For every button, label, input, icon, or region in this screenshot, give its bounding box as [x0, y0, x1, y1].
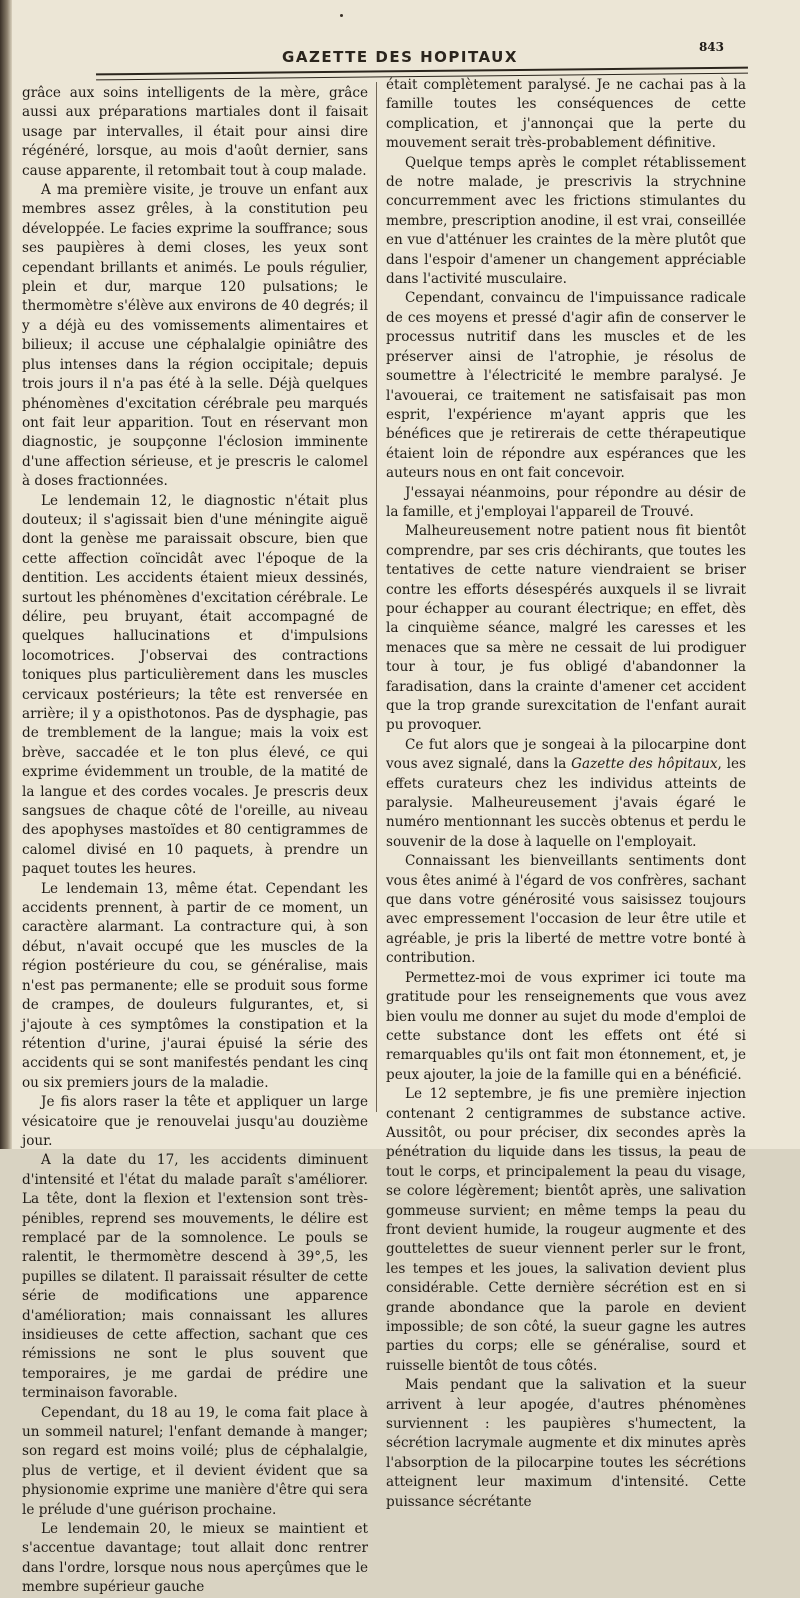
- print-speck: [340, 14, 343, 17]
- paragraph: Le lendemain 12, le diagnostic n'était plus douteux; il s'agissait bien d'une méningite aiguë dont la genèse me paraissait obscure, bien que cette affection coïncidât avec l'époque de la dentition. Les accidents étaient mieux dessinés, surtout les phénomènes d'excitation cérébrale. Le délire, peu bruyant, était accompagné de quelques hallucinations et d'impulsions locomotrices. J'observai des contractions toniques plus particulièrement dans les muscles cervicaux postérieurs; la tête est renversée en arrière; il y a opisthotonos. Pas de dysphagie, pas de tremblement de la langue; mais la voix est brève, saccadée et le ton plus élevé, ce qui exprime évidemment un trouble, de la matité de la langue et des cordes vocales. Je prescris deux sangsues de chaque côté de l'oreille, au niveau des apophyses mastoïdes et 80 centigrammes de calomel divisé en 10 paquets, à prendre un paquet toutes les heures.: [22, 492, 368, 878]
- paragraph: était complètement paralysé. Je ne cachai pas à la famille toutes les conséquences de cette complication, et j'annonçai que la perte du mouvement serait très-probablement définitive.: [386, 77, 746, 152]
- paragraph: Cependant, du 18 au 19, le coma fait place à un sommeil naturel; l'enfant demande à manger; son regard est moins voilé; plus de céphalalgie, plus de vertige, et il devient évident que sa physionomie exprime une manière d'être qui sera le prélude d'une guérison prochaine.: [22, 1404, 368, 1518]
- paragraph: A ma première visite, je trouve un enfant aux membres assez grêles, à la constitution peu développée. Le facies exprime la souffrance; sous ses paupières à demi closes, les yeux sont cependant brillants et animés. Le pouls régulier, plein et dur, marque 120 pulsations; le thermomètre s'élève aux environs de 40 degrés; il y a déjà eu des vomissements alimentaires et bilieux; il accuse une céphalalgie opiniâtre des plus intenses dans la région occipitale; depuis trois jours il n'a pas été à la selle. Déjà quelques phénomènes d'excitation cérébrale peu marqués ont fait leur apparition. Tout en réservant mon diagnostic, je soupçonne l'éclosion imminente d'une affection sérieuse, et je prescris le calomel à doses fractionnées.: [22, 182, 368, 490]
- column-separator: [376, 82, 377, 1112]
- paragraph: Connaissant les bienveillants sentiments dont vous êtes animé à l'égard de vos confrères, sachant que dans votre générosité vous saisissez toujours avec empressement l'occasion de leur être utile et agréable, je pris la liberté de mettre votre bonté à contribution.: [386, 853, 746, 967]
- paragraph: Quelque temps après le complet rétablissement de notre malade, je prescrivis la strychnine concurremment avec les frictions stimulantes du membre, prescription anodine, il est vrai, conseillée en vue d'atténuer les craintes de la mère plutôt que dans l'espoir d'amener un changement appréciable dans l'activité musculaire.: [386, 154, 746, 288]
- right-column: [386, 76, 746, 1512]
- paragraph: Ce fut alors que je songeai à la pilocarpine dont vous avez signalé, dans la Gazette des hôpitaux, les effets curateurs chez les individus atteints de paralysie. Malheureusement j'avais égaré le numéro mentionnant les succès obtenus et perdu le souvenir de la dose à laquelle on l'employait.: [386, 736, 747, 850]
- paragraph: Le lendemain 20, le mieux se maintient et s'accentue davantage; tout allait donc rentrer dans l'ordre, lorsque nous nous aperçûmes que le membre supérieur gauche: [22, 1521, 368, 1596]
- paragraph: Le lendemain 13, même état. Cependant les accidents prennent, à partir de ce moment, un caractère alarmant. La contracture qui, à son début, n'avait occupé que les muscles de la région postérieure du cou, se généralise, mais n'est pas permanente; elle se produit sous forme de crampes, de douleurs fulgurantes, et, si j'ajoute à ces symptômes la constipation et la rétention d'urine, j'aurai épuisé la série des accidents qui se sont manifestés pendant les cinq ou six premiers jours de la maladie.: [22, 880, 368, 1091]
- paragraph: Malheureusement notre patient nous fit bientôt comprendre, par ses cris déchirants, que toutes les tentatives de cette nature viendraient se briser contre les efforts désespérés auxquels il se livrait pour échapper au courant électrique; en effet, dès la cinquième séance, malgré les caresses et les menaces que sa mère ne cessait de lui prodiguer tour à tour, je fus obligé d'abandonner la faradisation, dans la crainte d'amener cet accident que la trop grande surexcitation de l'enfant aurait pu provoquer.: [386, 523, 746, 734]
- paragraph: A la date du 17, les accidents diminuent d'intensité et l'état du malade paraît s'améliorer. La tête, dont la flexion et l'extension sont très-pénibles, reprend ses mouvements, le délire est remplacé par de la somnolence. Le pouls se ralentit, le thermomètre descend à 39°,5, les pupilles se dilatent. Il paraissait résulter de cette série de modifications une apparence d'amélioration; mais connaissant les allures insidieuses de cette affection, sachant que ces rémissions ne sont le plus souvent que temporaires, je me gardai de prédire une terminaison favorable.: [22, 1152, 368, 1402]
- paragraph: Le 12 septembre, je fis une première injection contenant 2 centigrammes de substance active. Aussitôt, ou pour préciser, dix secondes après la pénétration du liquide dans les tissus, la peau de tout le corps, et principalement la peau du visage, se colore légèrement; bientôt après, une salivation gommeuse survient; en même temps la peau du front devient humide, la rougeur augmente et des gouttelettes de sueur viennent perler sur le front, les tempes et les joues, la salivation devient plus considérable. Cette dernière sécrétion est en si grande abondance que la parole en devient impossible; de son côté, la sueur gagne les autres parties du corps; elle se généralise, sourd et ruisselle bientôt de tous côtés.: [386, 1086, 746, 1374]
- journal-title: Gazette des hôpitaux: [571, 756, 718, 773]
- paragraph: Je fis alors raser la tête et appliquer un large vésicatoire que je renouvelai jusqu'au douzième jour.: [22, 1094, 368, 1149]
- paragraph: Mais pendant que la salivation et la sueur arrivent à leur apogée, d'autres phénomènes surviennent : les paupières s'humectent, la sécrétion lacrymale augmente et dix minutes après l'absorption de la pilocarpine toutes les sécrétions atteignent leur maximum d'intensité. Cette puissance sécrétante: [386, 1377, 746, 1510]
- page-binding-edge: [0, 0, 12, 1149]
- paragraph: Cependant, convaincu de l'impuissance radicale de ces moyens et pressé d'agir afin de conserver le processus nutritif dans les muscles et de les préserver ainsi de l'atrophie, je résolus de soumettre à l'électricité le membre paralysé. Je l'avouerai, ce traitement ne satisfaisait pas mon esprit, l'expérience m'ayant appris que les bénéfices que je retirerais de cette thérapeutique étaient loin de répondre aux espérances que les auteurs nous en ont fait concevoir.: [386, 290, 746, 482]
- paragraph: Permettez-moi de vous exprimer ici toute ma gratitude pour les renseignements que vous avez bien voulu me donner au sujet du mode d'emploi de cette substance dont les effets ont été si remarquables qu'ils ont fait mon étonnement, et, je peux ajouter, la joie de la famille qui en a bénéficié.: [386, 969, 746, 1083]
- paragraph: grâce aux soins intelligents de la mère, grâce aussi aux préparations martiales dont il faisait usage par intervalles, il était pour ainsi dire régénéré, lorsque, au mois d'août dernier, sans cause apparente, il retombait tout à coup malade.: [22, 85, 368, 179]
- paragraph: J'essayai néanmoins, pour répondre au désir de la famille, et j'employai l'appareil de Trouvé.: [386, 484, 746, 520]
- masthead-title: GAZETTE DES HOPITAUX: [282, 48, 518, 66]
- left-column: [22, 84, 368, 1598]
- page-number: 843: [698, 40, 724, 54]
